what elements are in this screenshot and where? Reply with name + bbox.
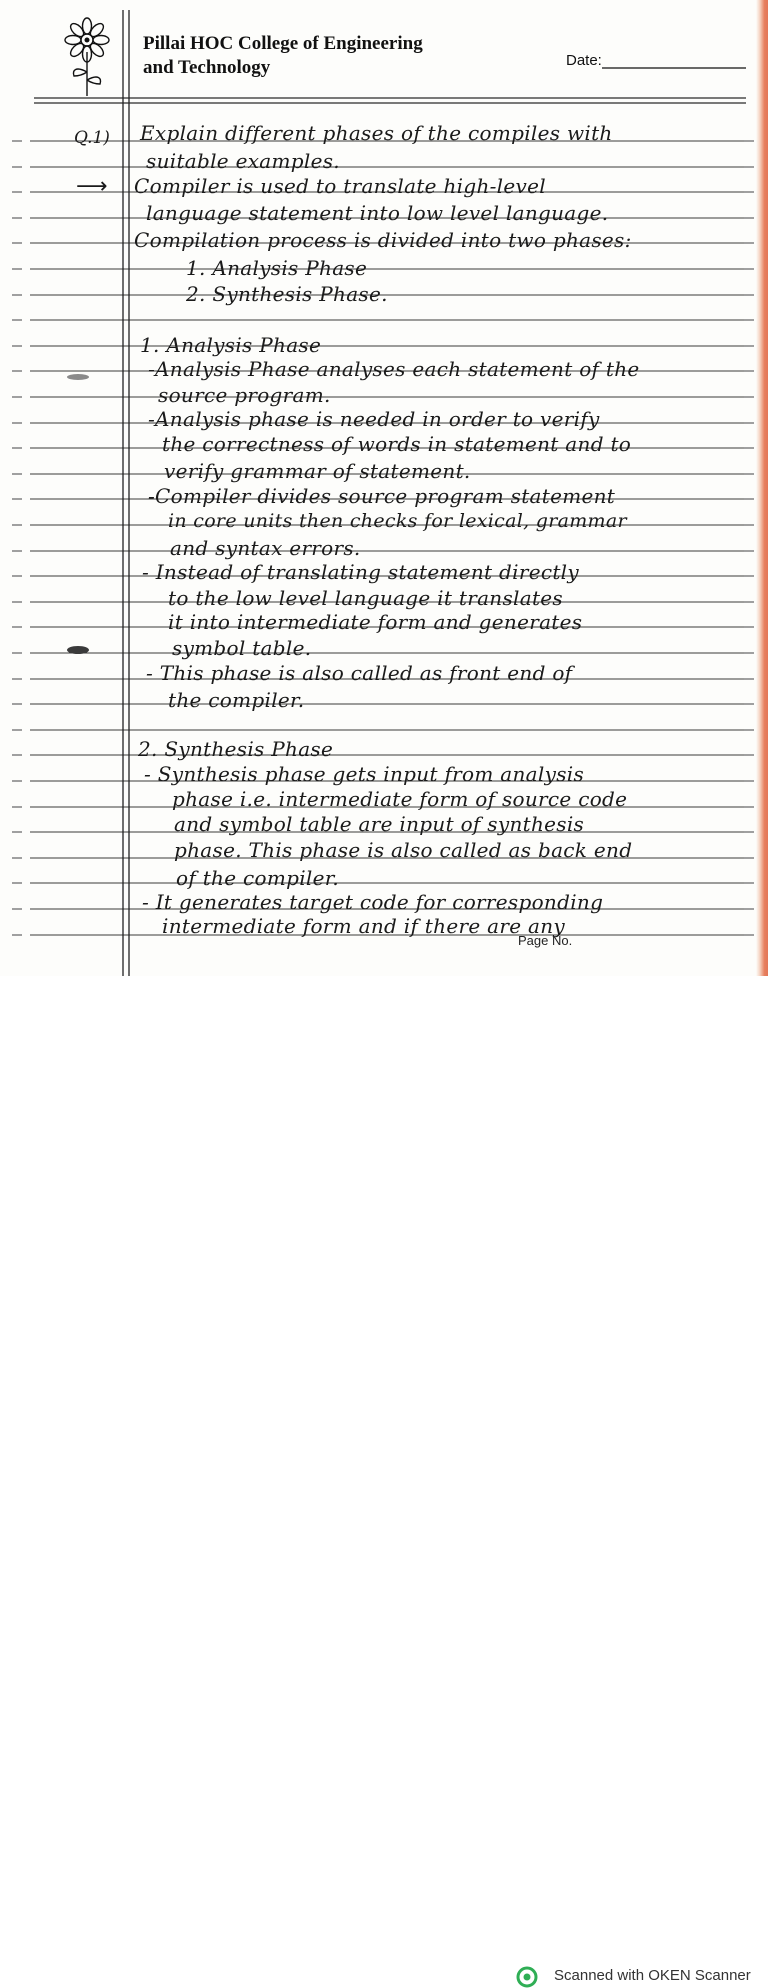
analysis-heading: 1. Analysis Phase (140, 333, 322, 357)
synthesis-heading: 2. Synthesis Phase (138, 737, 334, 761)
analysis-line: the correctness of words in statement and to (162, 432, 632, 456)
intro-line: 1. Analysis Phase (186, 256, 368, 280)
analysis-line: - Instead of translating statement directly (142, 560, 579, 584)
analysis-line: source program. (158, 383, 331, 407)
intro-line: 2. Synthesis Phase. (186, 282, 388, 306)
date-label: Date: (566, 52, 602, 69)
question-line: suitable examples. (146, 149, 340, 173)
synthesis-line: - It generates target code for corresponding (142, 890, 604, 914)
synthesis-line: intermediate form and if there are any (162, 914, 566, 938)
analysis-line: the compiler. (168, 688, 305, 712)
synthesis-line: phase i.e. intermediate form of source code (172, 787, 628, 811)
analysis-line: verify grammar of statement. (164, 459, 471, 483)
question-line: Explain different phases of the compiles with (140, 121, 613, 145)
analysis-line: to the low level language it translates (168, 586, 564, 610)
analysis-line: -Analysis Phase analyses each statement of the (148, 357, 640, 381)
analysis-line: -Compiler divides source program statement (148, 484, 616, 508)
synthesis-line: phase. This phase is also called as back end (174, 838, 633, 862)
page-number-label: Page No. (518, 933, 573, 948)
oken-scanner-icon (516, 1966, 538, 1988)
sunflower-logo-icon (62, 14, 112, 98)
analysis-line: in core units then checks for lexical, grammar (168, 510, 627, 532)
analysis-line: it into intermediate form and generates (168, 610, 583, 634)
intro-line: language statement into low level language. (146, 201, 609, 225)
synthesis-line: of the compiler. (176, 866, 340, 890)
intro-line: Compilation process is divided into two phases: (134, 228, 632, 252)
question-number: Q.1) (74, 128, 110, 148)
date-underline (602, 66, 748, 70)
scanner-watermark-text: Scanned with OKEN Scanner (554, 1967, 751, 1984)
school-name-line1: Pillai HOC College of Engineering (143, 33, 423, 54)
scanner-footer (0, 976, 768, 1984)
synthesis-line: - Synthesis phase gets input from analysis (144, 762, 585, 786)
analysis-line: symbol table. (172, 636, 312, 660)
analysis-line: - This phase is also called as front end of (146, 661, 573, 685)
ink-smudge (67, 646, 89, 654)
ink-smudge (67, 374, 89, 380)
synthesis-line: and symbol table are input of synthesis (174, 812, 585, 836)
right-arrow-icon: ⟶ (76, 174, 108, 199)
intro-line: Compiler is used to translate high-level (134, 174, 546, 198)
school-name-line2: and Technology (143, 57, 271, 78)
analysis-line: -Analysis phase is needed in order to verify (148, 407, 600, 431)
analysis-line: and syntax errors. (170, 536, 361, 560)
